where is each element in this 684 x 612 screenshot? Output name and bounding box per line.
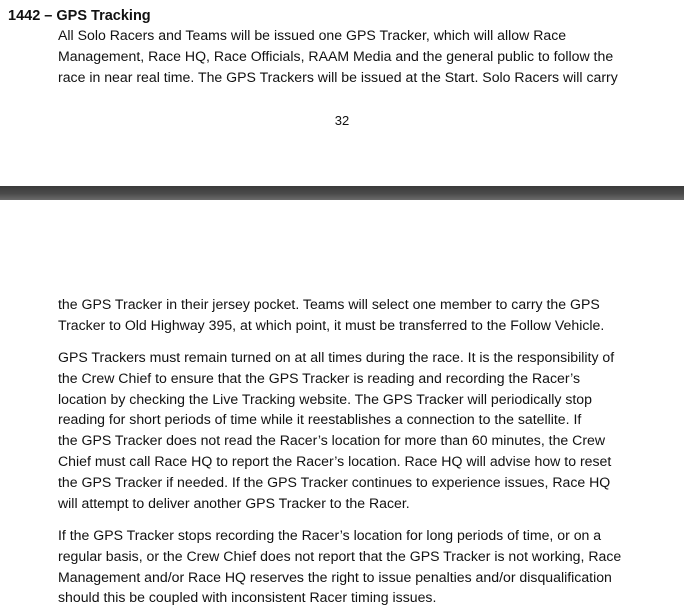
page-break-separator [0,186,684,200]
text-line: Tracker to Old Highway 395, at which point, it must be transferred to the Follow Vehicle. [58,316,605,333]
text-line: should this be coupled with inconsistent Racer timing issues. [58,589,437,606]
page-number: 32 [334,113,350,128]
text-line: If the GPS Tracker stops recording the Racer’s location for long periods of time, or on a [58,527,602,543]
text-line: will attempt to deliver another GPS Tracker to the Racer. [58,494,410,511]
paragraph-gps-penalties [58,525,643,608]
document-page-upper [0,0,684,186]
text-line: Management and/or Race HQ reserves the right to issue penalties and/or disqualification [58,568,612,585]
text-line: the GPS Tracker does not read the Racer’s location for more than 60 minutes, the Crew [58,432,606,449]
text-line: regular basis, or the Crew Chief does not report that the GPS Tracker is not working, Race [58,547,622,564]
text-line: race in near real time. The GPS Trackers will be issued at the Start. Solo Racers will carry [58,68,618,85]
text-line: reading for short periods of time while it reestablishes a connection to the satellite. If [58,411,582,428]
text-line: location by checking the Live Tracking website. The GPS Tracker will periodically stop [58,390,592,407]
text-line: GPS Trackers must remain turned on at all times during the race. It is the responsibility of [58,349,615,365]
text-line: All Solo Racers and Teams will be issued one GPS Tracker, which will allow Race [58,27,567,43]
text-line: the GPS Tracker if needed. If the GPS Tracker continues to experience issues, Race HQ [58,473,611,490]
paragraph-gps-operation [58,347,643,513]
section-heading: 1442 – GPS Tracking [8,8,151,24]
text-line: the GPS Tracker in their jersey pocket. Teams will select one member to carry the GPS [58,296,600,312]
text-line: the Crew Chief to ensure that the GPS Tracker is reading and recording the Racer’s [58,369,580,386]
text-line: Management, Race HQ, Race Officials, RAAM Media and the general public to follow the [58,47,614,64]
paragraph-gps-carry [58,294,643,336]
paragraph-gps-issuance [58,25,643,87]
text-line: Chief must call Race HQ to report the Racer’s location. Race HQ will advise how to reset [58,452,612,469]
